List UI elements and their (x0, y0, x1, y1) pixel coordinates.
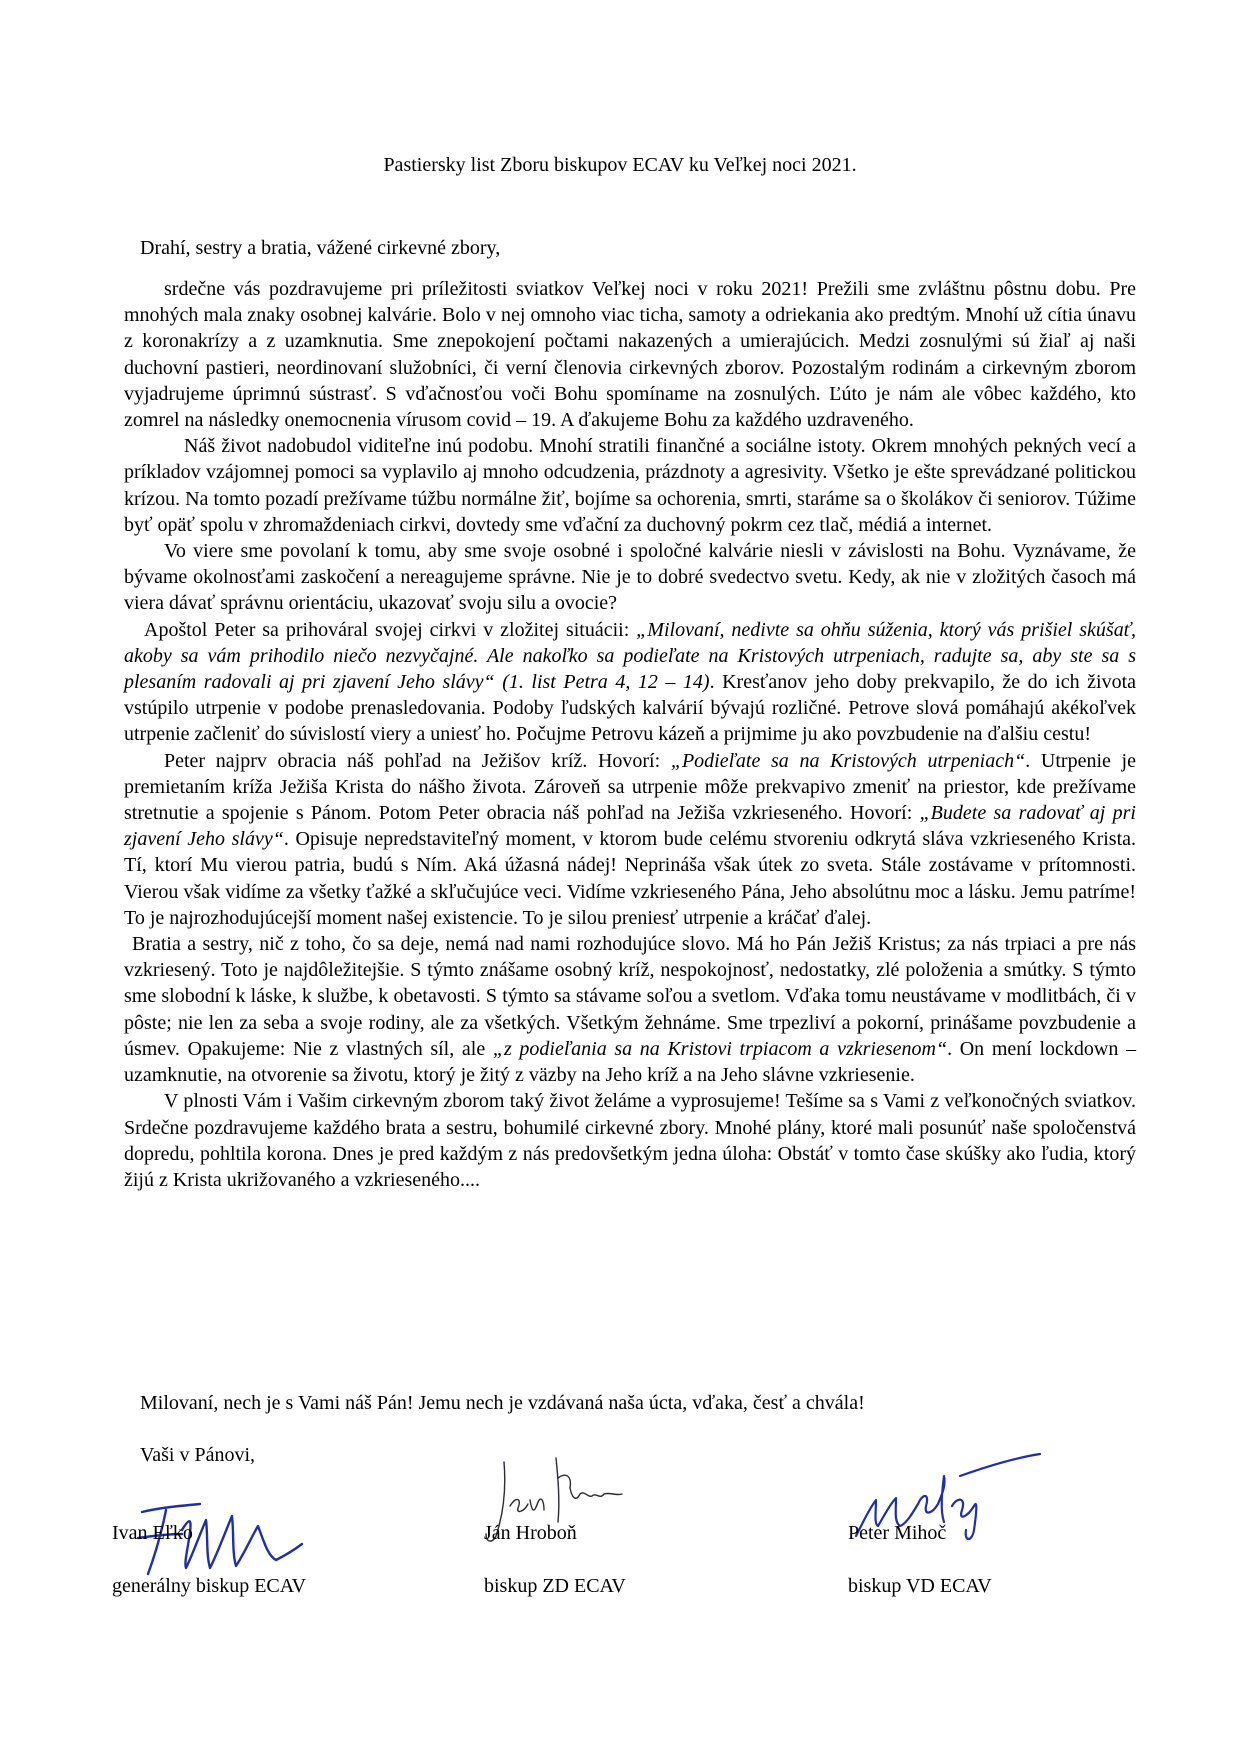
signatory-1-name: Ivan Eľko (112, 1522, 193, 1544)
paragraph-6-text-b: . On mení lockdown – uzamknutie, na otvorenie sa životu, ktorý je žitý z väzby na Jeho kríž a na Jeho slávne vzkriesenie. (124, 1037, 1137, 1087)
paragraph-3: Vo viere sme povolaní k tomu, aby sme svoje osobné i spoločné kalvárie niesli v závislosti na Bohu. Vyznávame, že bývame okolnosťami zaskočení a nereagujeme správne. Nie je to dobré svedectvo svetu. Kedy, ak nie v zložitých časoch má viera dávať správnu orientáciu, ukazovať svoju silu a ovocie? (124, 540, 1136, 615)
paragraph-5-text-c: . Opisuje nepredstaviteľný moment, v ktorom bude celému stvoreniu odkrytá sláva vzkrieseného Krista. Tí, ktorí Mu vierou patria, budú s Ním. Aká úžasná nádej! Neprináša však útek zo sveta. Stále zostávame v prítomnosti. Vierou však vidíme za všetky ťažké a skľučujúce veci. Vidíme vzkrieseného Pána, Jeho absolútnu moc a lásku. Jemu patríme! To je najrozhodujúcejší moment našej existencie. To je silou preniesť utrpenie a kráčať ďalej. (124, 828, 1136, 929)
paragraph-5 (124, 748, 1136, 931)
closing-line: Milovaní, nech je s Vami náš Pán! Jemu nech je vzdávaná naša úcta, vďaka, česť a chvála! (140, 1392, 865, 1414)
letter-title: Pastiersky list Zboru biskupov ECAV ku Veľkej noci 2021. (383, 154, 857, 176)
paragraph-4-text-a: Apoštol Peter sa prihováral svojej cirkvi v zložitej situácii: (144, 618, 637, 641)
signatory-3-role: biskup VD ECAV (848, 1575, 992, 1597)
paragraph-6-text-a: Bratia a sestry, nič z toho, čo sa deje, nemá nad nami rozhodujúce slovo. Má ho Pán Ježiš Kristus; za nás trpiaci a pre nás vzkriesený. Toto je najdôležitejšie. S týmto znášame osobný kríž, nespokojnosť, nedostatky, zlé položenia a smútky. S týmto sme slobodní k láske, k službe, k obetavosti. S týmto sa stávame soľou a svetlom. Vďaka tomu neustávame v modlitbách, či v pôste; nie len za seba a svoje rodiny, ale za všetkých. Všetkým žehnáme. Sme trpezliví a pokorní, prinášame povzbudenie a úsmev. Opakujeme: Nie z vlastných síl, ale (124, 933, 1136, 1060)
regards-line: Vaši v Pánovi, (140, 1444, 255, 1466)
paragraph-6-quote: „z podieľania sa na Kristovi trpiacom a vzkriesenom“ (492, 1037, 948, 1060)
paragraph-4-text-b: . Kresťanov jeho doby prekvapilo, že do ich života vstúpilo utrpenie v podobe prenasledovania. Podoby ľudských kalvárií bývajú rozličné. Petrove slová pomáhajú akékoľvek utrpenie začleniť do súvislostí viery a uniesť ho. Počujme Petrovu kázeň a prijmime ju ako povzbudenie na ďalšiu cestu! (124, 671, 1136, 746)
signatory-1-role: generálny biskup ECAV (112, 1575, 307, 1597)
paragraph-4 (124, 617, 1136, 748)
paragraph-5-text-a: Peter najprv obracia náš pohľad na Ježišov kríž. Hovorí: (164, 749, 671, 772)
paragraph-2: Náš život nadobudol viditeľne inú podobu. Mnohí stratili finančné a sociálne istoty. Okrem mnohých pekných vecí a príkladov vzájomnej pomoci sa vyplavilo aj mnoho odcudzenia, prázdnoty a agresivity. Všetko je ešte sprevádzané politickou krízou. Na tomto pozadí prežívame túžbu normálne žiť, bojíme sa ochorenia, smrti, staráme sa o školákov či seniorov. Túžime byť opäť spolu v zhromaždeniach cirkvi, dovtedy sme vďační za duchovný pokrm cez tlač, médiá a internet. (124, 435, 1136, 536)
letter-body (124, 276, 1136, 1193)
signatory-2-role: biskup ZD ECAV (484, 1575, 626, 1597)
paragraph-4-quote: „Milovaní, nedivte sa ohňu súženia, ktorý vás prišiel skúšať, akoby sa vám prihodilo niečo nezvyčajné. Ale nakoľko sa podieľate na Kristových utrpeniach, radujte sa, aby ste sa s plesaním radovali aj pri zjavení Jeho slávy“ (1. list Petra 4, 12 – 14) (124, 618, 1136, 694)
greeting: Drahí, sestry a bratia, vážené cirkevné zbory, (140, 237, 501, 259)
paragraph-5-text-b: . Utrpenie je premietaním kríža Ježiša Krista do nášho života. Zároveň sa utrpenie môže prekvapivo zmeniť na priestor, kde prežívame stretnutie a spojenie s Pánom. Potom Peter obracia náš pohľad na Ježiša vzkrieseného. Hovorí: (124, 749, 1136, 825)
signatory-3-name: Peter Mihoč (848, 1522, 947, 1544)
paragraph-5-quote-1: „Podieľate sa na Kristových utrpeniach“ (670, 749, 1026, 772)
paragraph-6 (124, 931, 1136, 1088)
signatory-2-name: Ján Hroboň (484, 1522, 577, 1544)
paragraph-7: V plnosti Vám i Vašim cirkevným zborom taký život želáme a vyprosujeme! Tešíme sa s Vami z veľkonočných sviatkov. Srdečne pozdravujeme každého brata a sestru, bohumilé cirkevné zbory. Mnohé plány, ktoré mali posunúť naše spoločenstvá dopredu, pohltila korona. Dnes je pred každým z nás predovšetkým jedna úloha: Obstáť v tomto čase skúšky ako ľudia, ktorý žijú z Krista ukrižovaného a vzkrieseného.... (124, 1090, 1136, 1191)
paragraph-5-quote-2: „Budete sa radovať aj pri zjavení Jeho slávy“ (124, 802, 1136, 851)
paragraph-1: srdečne vás pozdravujeme pri príležitosti sviatkov Veľkej noci v roku 2021! Prežili sme zvláštnu pôstnu dobu. Pre mnohých mala znaky osobnej kalvárie. Bolo v nej omnoho viac ticha, samoty a odriekania ako predtým. Mnohí už cítia únavu z koronakrízy a z uzamknutia. Sme znepokojení počtami nakazených a umierajúcich. Medzi zosnulými sú žiaľ aj naši duchovní pastieri, neordinovaní služobníci, či verní členovia cirkevných zborov. Pozostalým rodinám a cirkevným zborom vyjadrujeme úprimnú sústrasť. S vďačnosťou voči Bohu spomíname na zosnulých. Ľúto je nám ale vôbec každého, kto zomrel na následky onemocnenia vírusom covid – 19. A ďakujeme Bohu za každého uzdraveného. (124, 278, 1136, 432)
